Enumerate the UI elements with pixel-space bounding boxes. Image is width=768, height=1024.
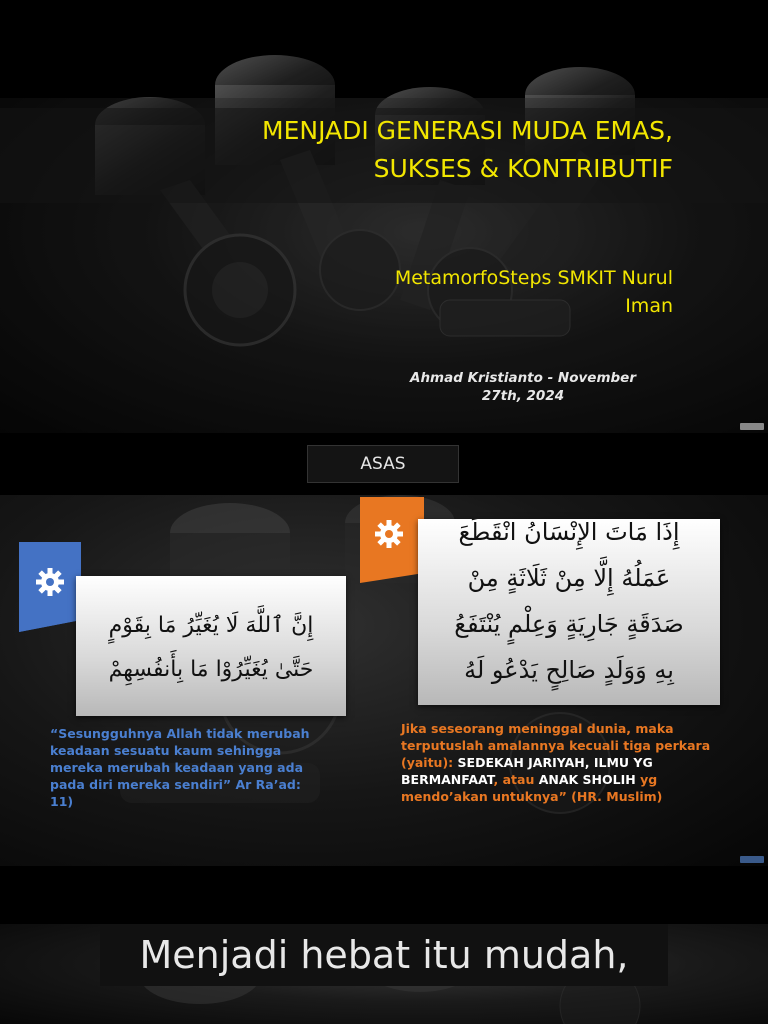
- arabic-hadith: [418, 519, 720, 693]
- caption-highlight: SEDEKAH JARIYAH: [457, 755, 585, 770]
- arabic-line-1: إِذَا مَاتَ الإِنْسَانُ انْقَطَعَ: [458, 519, 680, 546]
- arabic-line-4: بِهِ وَوَلَدٍ صَالِحٍ يَدْعُو لَهُ: [464, 656, 674, 684]
- section-label: ASAS: [307, 445, 459, 483]
- caption-text: yg mendo’akan untuknya” (HR. Muslim): [401, 772, 663, 804]
- subtitle-line-2: Iman: [625, 295, 673, 317]
- title-slide: [0, 0, 768, 433]
- slide-title: [153, 112, 673, 188]
- title-line-2: SUKSES & KONTRIBUTIF: [373, 154, 673, 183]
- quran-verse-card: [76, 576, 346, 716]
- subtitle-line-1: MetamorfoSteps SMKIT Nurul: [394, 267, 673, 289]
- author-line-2: 27th, 2024: [481, 388, 565, 404]
- verse-translation: “Sesungguhnya Allah tidak merubah keadaan sesuatu kaum sehingga mereka merubah keadaan yang ada pada diri mereka sendiri” Ar Ra’ad: 11): [50, 726, 310, 809]
- arabic-verse: [76, 576, 346, 692]
- slide-nav-indicator[interactable]: [740, 856, 764, 863]
- arabic-line-2: عَمَلُهُ إِلَّا مِنْ ثَلَاثَةٍ مِنْ: [467, 564, 671, 592]
- gear-icon: [373, 518, 405, 550]
- author-line-1: Ahmad Kristianto - November: [410, 370, 636, 386]
- arabic-line-2: حَتَّىٰ يُغَيِّرُوْا مَا بِأَنفُسِهِمْ: [108, 657, 314, 682]
- quote-text: Menjadi hebat itu mudah,: [100, 924, 668, 986]
- arabic-line-3: صَدَقَةٍ جَارِيَةٍ وَعِلْمٍ يُنْتَفَعُ: [454, 610, 684, 638]
- slide-nav-indicator[interactable]: [740, 423, 764, 430]
- caption-text: ,: [584, 755, 594, 770]
- arabic-line-1: إِنَّ ٱللَّهَ لَا يُغَيِّرُ مَا بِقَوْمٍ: [108, 613, 314, 638]
- caption-highlight: ANAK SHOLIH: [538, 772, 636, 787]
- slide-subtitle: [313, 264, 673, 320]
- quote-slide: [0, 866, 768, 1024]
- hadith-card: [418, 519, 720, 705]
- author-date: [373, 369, 673, 405]
- caption-text: , atau: [493, 772, 539, 787]
- caption-highlight: ILMU YG BERMANFAAT: [401, 755, 653, 787]
- gear-icon: [34, 566, 66, 598]
- asas-slide: [0, 433, 768, 866]
- caption-text: Jika seseorang meninggal dunia, maka terputuslah amalannya kecuali tiga perkara (yaitu):: [401, 721, 711, 770]
- hadith-translation: [401, 720, 741, 805]
- title-line-1: MENJADI GENERASI MUDA EMAS,: [262, 116, 673, 145]
